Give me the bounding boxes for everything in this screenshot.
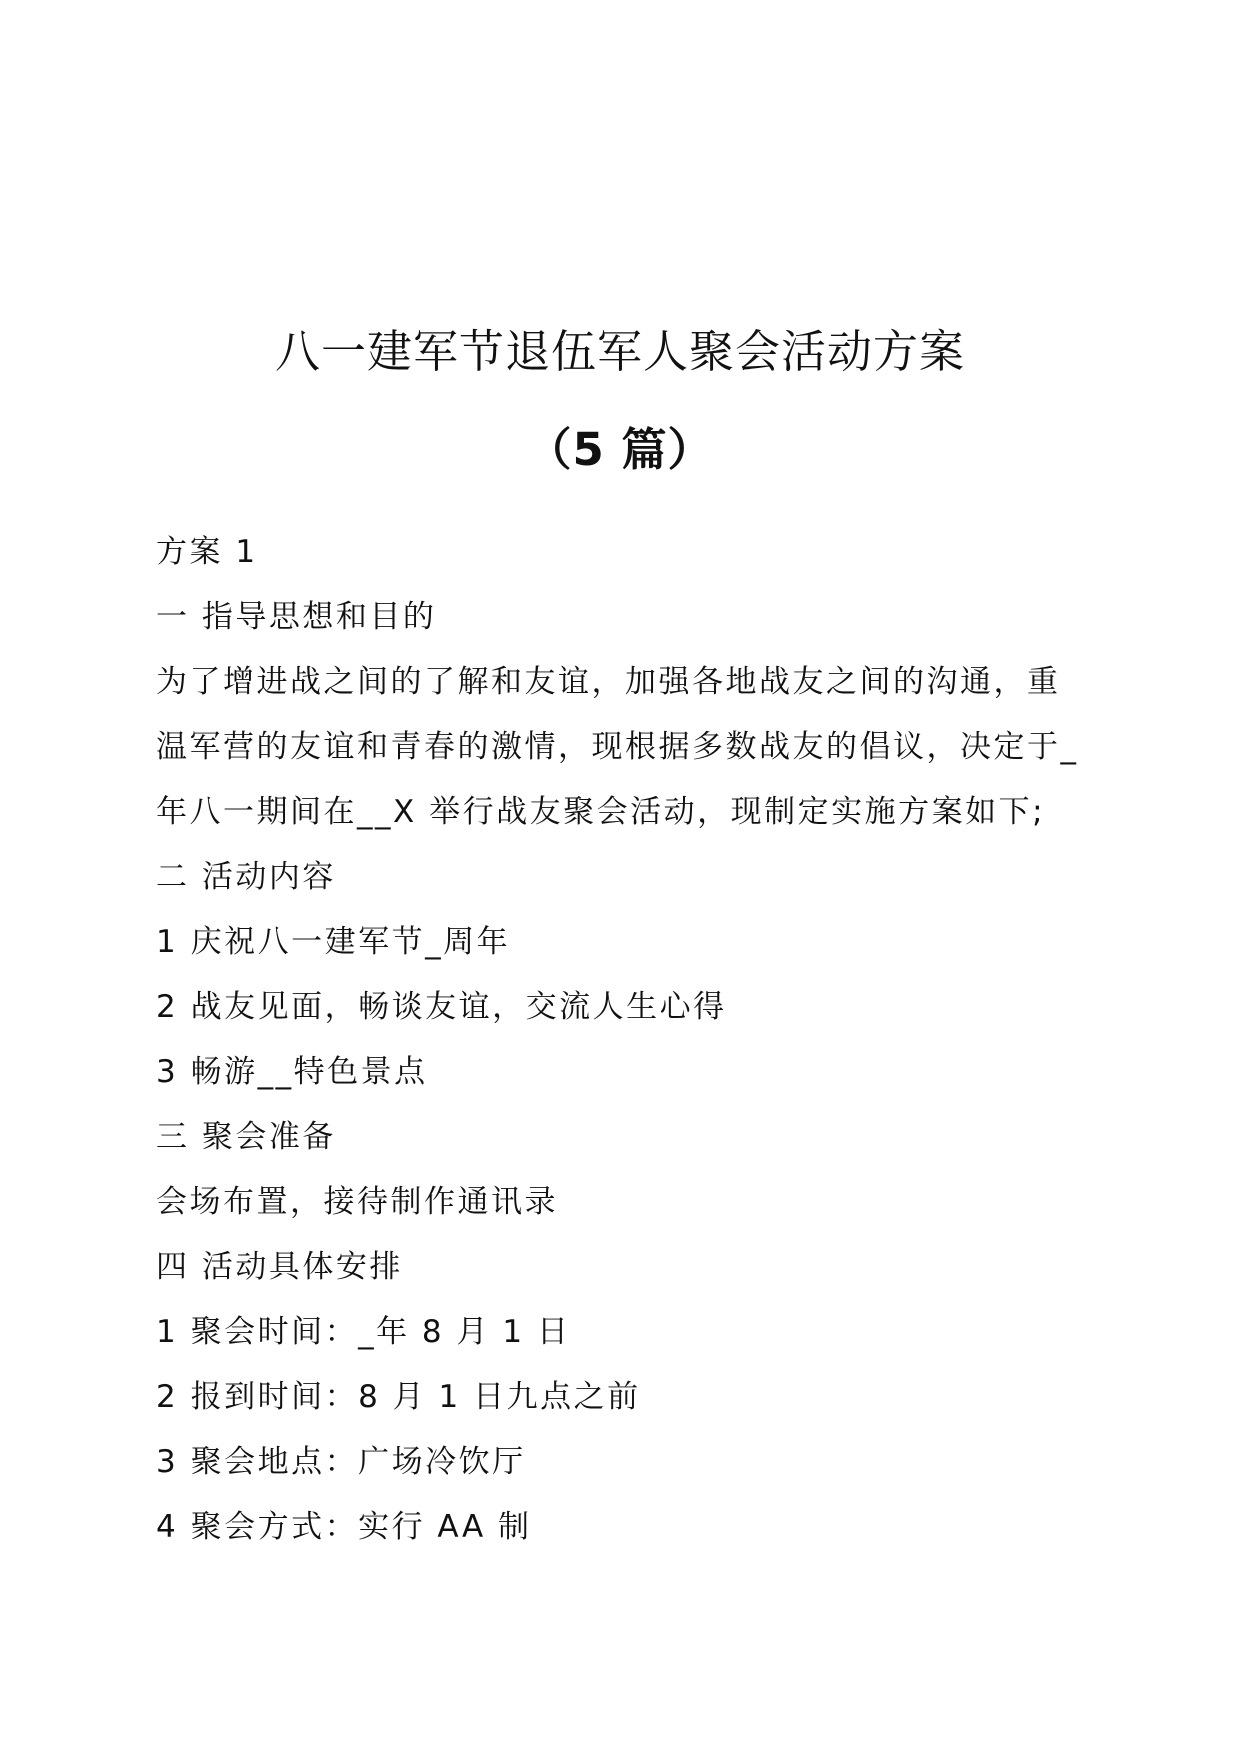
list-item: 3 聚会地点：广场冷饮厅	[156, 1444, 526, 1480]
paragraph-line: 会场布置，接待制作通讯录	[156, 1184, 558, 1220]
heading-arrangement: 四 活动具体安排	[156, 1249, 403, 1285]
list-item: 2 报到时间：8 月 1 日九点之前	[156, 1379, 641, 1415]
section-label: 方案 1	[156, 534, 258, 570]
paragraph-line: 温军营的友谊和青春的激情，现根据多数战友的倡议，决定于_	[156, 729, 1079, 765]
heading-guiding-thought: 一 指导思想和目的	[156, 599, 437, 635]
list-item: 3 畅游__特色景点	[156, 1054, 428, 1090]
document-subtitle: （5 篇）	[526, 423, 714, 476]
paragraph-line: 为了增进战之间的了解和友谊，加强各地战友之间的沟通，重	[156, 664, 1061, 700]
document-title: 八一建军节退伍军人聚会活动方案	[274, 325, 965, 378]
list-item: 4 聚会方式：实行 AA 制	[156, 1509, 532, 1545]
paragraph-line: 年八一期间在__X 举行战友聚会活动，现制定实施方案如下;	[156, 794, 1046, 830]
heading-activity-content: 二 活动内容	[156, 859, 336, 895]
list-item: 2 战友见面，畅谈友谊，交流人生心得	[156, 989, 727, 1025]
list-item: 1 庆祝八一建军节_周年	[156, 924, 511, 960]
document-body	[156, 520, 1086, 1560]
list-item: 1 聚会时间：_年 8 月 1 日	[156, 1314, 571, 1350]
heading-preparation: 三 聚会准备	[156, 1119, 336, 1155]
